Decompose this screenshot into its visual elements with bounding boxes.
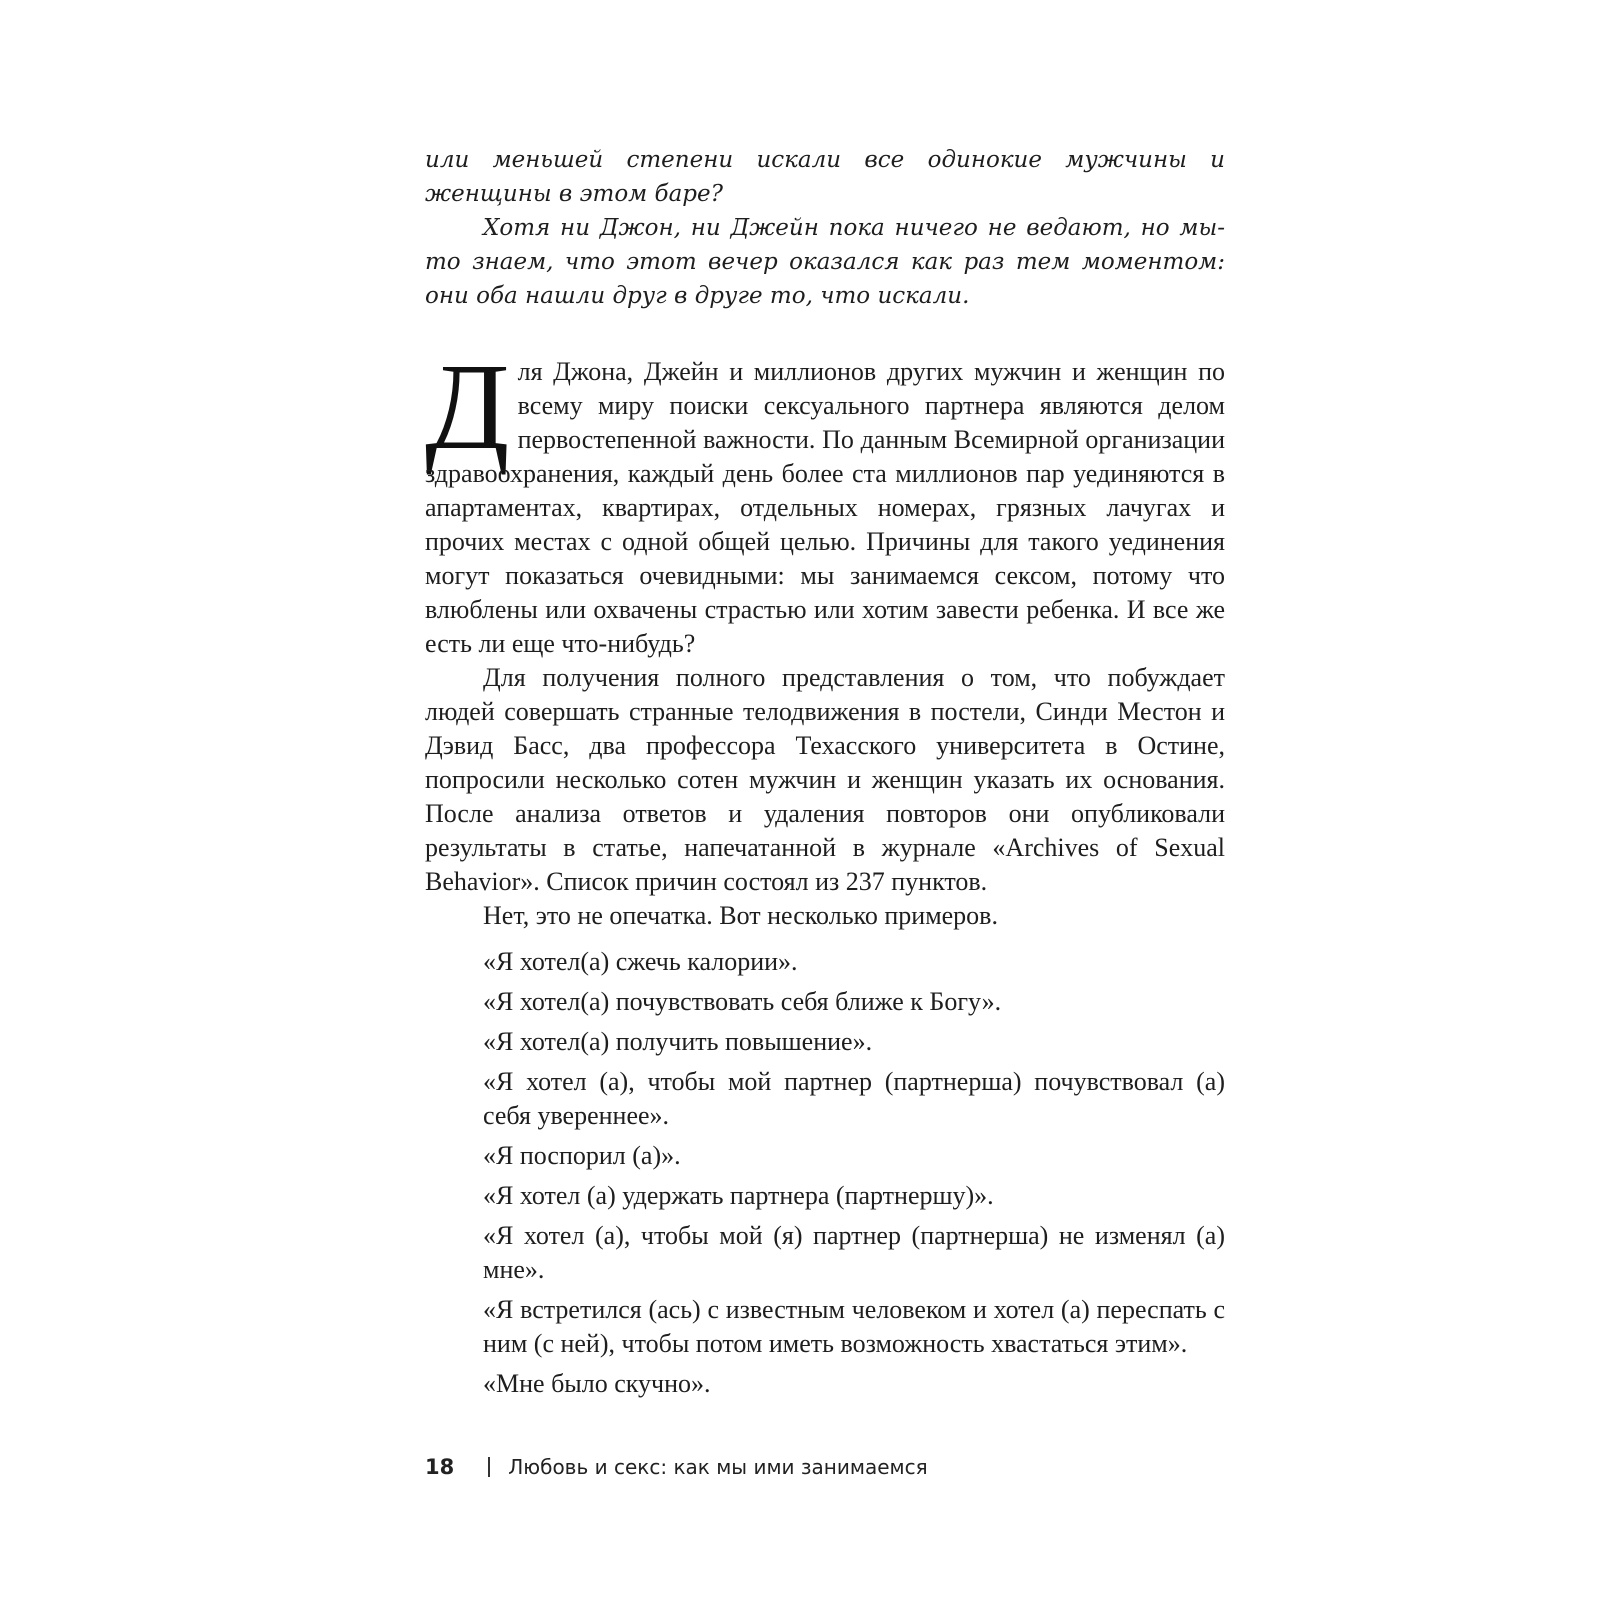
book-page (425, 143, 1225, 1407)
quote-item: «Я встретился (ась) с известным человеком и хотел (а) переспать с ним (с ней), чтобы потом иметь возможность хвастаться этим». (483, 1295, 1225, 1358)
intro-paragraph: или меньшей степени искали все одинокие мужчины и женщины в этом баре? (425, 147, 1225, 207)
main-paragraph: Нет, это не опечатка. Вот несколько примеров. (483, 901, 998, 930)
quote-item: «Я хотел(а) сжечь калории». (483, 947, 798, 976)
intro-italic-block (425, 143, 1225, 313)
quote-item: «Я поспорил (а)». (483, 1141, 681, 1170)
main-paragraph: Для получения полного представления о том, что побуждает людей совершать странные телодвижения в постели, Синди Местон и Дэвид Басс, два профессора Техасского университета в Остине, попросили несколько сотен мужчин и женщин указать их основания. После анализа ответов и удаления повторов они опубликовали результаты в статье, напечатанной в журнале «Archives of Sexual Behavior». Список причин состоял из 237 пунктов. (425, 663, 1225, 896)
book-title: Любовь и секс: как мы ими занимаемся (508, 1455, 928, 1479)
main-paragraph (425, 338, 1225, 661)
page-footer (425, 1455, 928, 1479)
quote-item: «Я хотел (а) удержать партнера (партнершу)». (483, 1181, 994, 1210)
quote-item: «Я хотел (а), чтобы мой (я) партнер (партнерша) не изменял (а) мне». (483, 1221, 1225, 1284)
footer-separator (488, 1457, 490, 1477)
main-paragraph-text: ля Джона, Джейн и миллионов других мужчин и женщин по всему миру поиски сексуального партнера являются делом первостепенной важности. По данным Всемирной организации здравоохранения, каждый день более ста миллионов пар уединяются в апартаментах, квартирах, отдельных номерах, грязных лачугах и прочих местах с одной общей целью. Причины для такого уединения могут показаться очевидными: мы занимаемся сексом, потому что влюблены или охвачены страстью или хотим завести ребенка. И все же есть ли еще что-нибудь? (425, 357, 1225, 658)
page-number: 18 (425, 1455, 455, 1479)
quote-item: «Я хотел (а), чтобы мой партнер (партнерша) почувствовал (а) себя увереннее». (483, 1067, 1225, 1130)
quote-item: «Я хотел(а) получить повышение». (483, 1027, 873, 1056)
quote-item: «Я хотел(а) почувствовать себя ближе к Богу». (483, 987, 1002, 1016)
intro-paragraph: Хотя ни Джон, ни Джейн пока ничего не ведают, но мы-то знаем, что этот вечер оказался как раз тем моментом: они оба нашли друг в друге то, что искали. (425, 215, 1225, 309)
drop-cap: Д (425, 338, 510, 475)
quote-list (425, 945, 1225, 1401)
main-text-block (425, 338, 1225, 933)
quote-item: «Мне было скучно». (483, 1369, 711, 1398)
